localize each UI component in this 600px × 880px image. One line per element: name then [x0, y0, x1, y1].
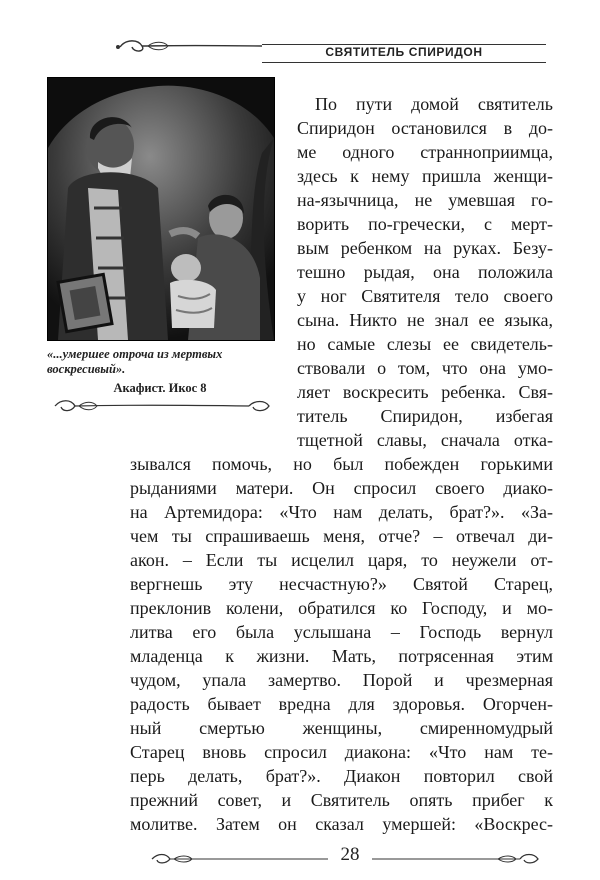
text-line: литва его была услышана – Господь вернул [130, 622, 553, 642]
text-line: младенца к жизни. Мать, потрясенная этим [130, 646, 553, 666]
running-header [0, 36, 600, 66]
ornament-footer-left-icon [148, 852, 328, 866]
text-line: акон. – Если ты исцелил царя, то неужели от- [130, 550, 553, 570]
text-line: радость бывает вредна для здоровья. Огорчен- [130, 694, 553, 714]
text-line: на-язычница, не умевшая го- [297, 190, 553, 210]
figure-source: Акафист. Икос 8 [113, 381, 207, 395]
page-number: 28 [340, 844, 360, 865]
text-line: чудом, упала замертво. Порой и чрезмерная [130, 670, 553, 690]
text-line: прежний совет, и Святитель опять прибег к [130, 790, 553, 810]
figure-caption: «...умершее отроча из мертвых воскресивый». [47, 347, 223, 376]
text-line: вергнешь эту несчастную?» Святой Старец, [130, 574, 553, 594]
text-line: у ног Святителя тело своего [297, 286, 553, 306]
ornament-flourish-icon [112, 38, 262, 54]
header-rule-bottom [262, 62, 546, 63]
text-line: но самые слезы ее свидетель- [297, 334, 553, 354]
text-line: вым ребенком на руках. Безу- [297, 238, 553, 258]
text-line: ме одного странноприимца, [297, 142, 553, 162]
text-line: Старец вновь спросил диакона: «Что нам те- [130, 742, 553, 762]
ornament-divider-icon [49, 396, 275, 416]
text-line: рыданиями матери. Он спросил своего диако- [130, 478, 553, 498]
text-line: перь делать, брат?». Диакон повторил свой [130, 766, 553, 786]
page-footer [0, 838, 600, 878]
text-line: Спиридон остановился в до- [297, 118, 553, 138]
text-line: ворить по-гречески, с мерт- [297, 214, 553, 234]
icon-illustration [47, 77, 275, 341]
text-line: чем ты спрашиваешь меня, отче? – отвечал ди- [130, 526, 553, 546]
text-line: сына. Никто не знал ее языка, [297, 310, 553, 330]
text-line: на Артемидора: «Что нам делать, брат?». «За- [130, 502, 553, 522]
text-line: титель Спиридон, избегая [297, 406, 553, 426]
running-title: СВЯТИТЕЛЬ СПИРИДОН [325, 45, 483, 59]
text-line: тешно рыдая, она положила [297, 262, 553, 282]
text-line: тщетной славы, сначала отка- [297, 430, 553, 450]
text-line: преклонив колени, обратился ко Господу, и мо- [130, 598, 553, 618]
ornament-footer-right-icon [372, 852, 542, 866]
text-line: ствовали о том, что она умо- [297, 358, 553, 378]
text-line: молитве. Затем он сказал умершей: «Воскрес- [130, 814, 553, 834]
text-line: ный смертью женщины, смиренномудрый [130, 718, 553, 738]
text-line: ляет воскресить ребенка. Свя- [297, 382, 553, 402]
text-line: зывался помочь, но был побежден горькими [130, 454, 553, 474]
text-line: По пути домой святитель [315, 94, 553, 114]
text-line: здесь к нему пришла женщи- [297, 166, 553, 186]
